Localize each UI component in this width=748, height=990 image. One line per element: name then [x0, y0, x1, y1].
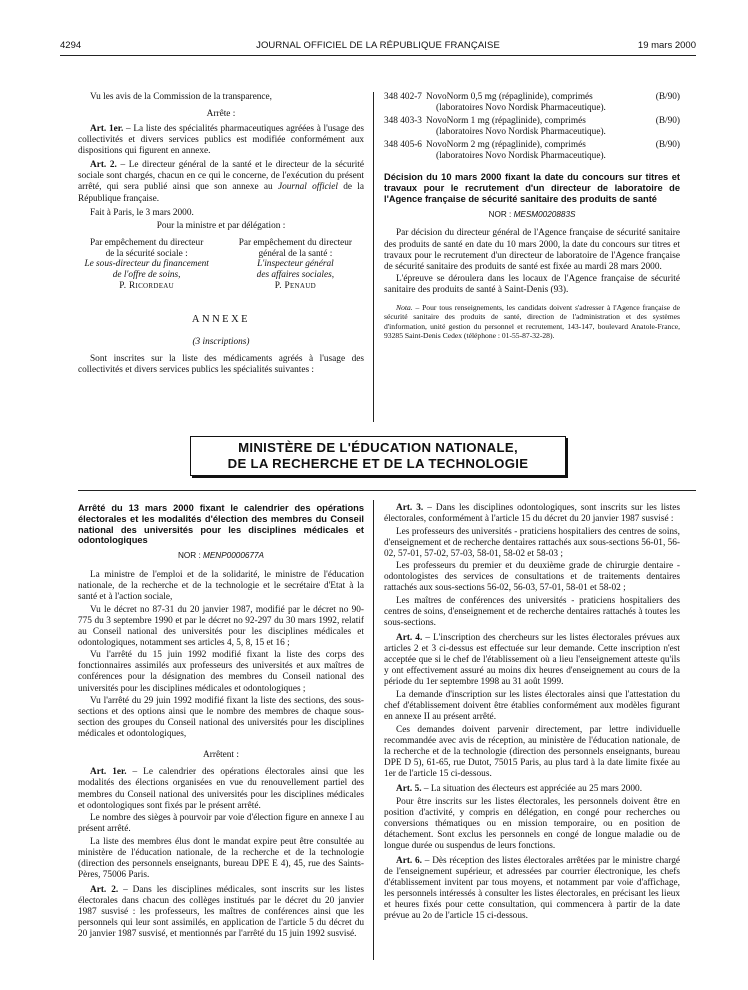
- arrete-art1-p3: La liste des membres élus dont le mandat expire peut être consultée au ministère de l'éducation nationale, de la recherche et de la technologie (direction des personnels enseignants, bureau DPE E 4), 45, rue des Saints-Pères, 75006 Paris.: [78, 836, 364, 880]
- arrete-article-1: [78, 767, 364, 811]
- arrete-article-4: [384, 633, 680, 688]
- decision-p2: L'épreuve se déroulera dans les locaux de l'Agence française de sécurité sanitaire des produits de santé à Saint-Denis (93).: [384, 274, 680, 296]
- decision-nor: [384, 210, 680, 220]
- arrete-art3-p2: Les professeurs des universités - praticiens hospitaliers des centres de soins, d'enseignement et de recherche dentaires rattachés aux sous-sections 56-01, 56-02, 57-01, 57-02, 57-03, 58-01, 58-02 et 58-03 ;: [384, 526, 680, 559]
- drug-line: [426, 140, 680, 151]
- header-rule: [60, 55, 696, 56]
- art1-text: – La liste des spécialités pharmaceutiques agréées à l'usage des collectivités et divers services publics est modifiée conformément aux dispositions qui figurent en annexe.: [78, 124, 364, 157]
- art6-label: Art. 6.: [396, 855, 423, 866]
- arretent-heading: Arrêtent :: [203, 750, 239, 761]
- sig-left-title: de l'offre de soins,: [112, 270, 181, 281]
- drug-row: [384, 92, 680, 114]
- nor-code: MESM0020883S: [513, 209, 576, 219]
- art4-text: – L'inscription des chercheurs sur les listes électorales prévues aux articles 2 et 3 ci-dessus est effectuée sur leur demande. Cette inscription n'est acceptée que si le chef de l'établissement où a lieu l'enseignement atteste qu'ils y ont effectivement assuré au moins dix heures d'enseignement au cours de la période du 1er septembre 1998 au 31 août 1999.: [384, 633, 680, 688]
- banner-line-1: MINISTÈRE DE L'ÉDUCATION NATIONALE,: [238, 440, 518, 455]
- arrete-article-2: [78, 885, 364, 940]
- arrete-p1: La ministre de l'emploi et de la solidarité, le ministre de l'éducation nationale, de la recherche et de la technologie et le secrétaire d'Etat à la santé et à l'action sociale,: [78, 569, 364, 602]
- sig-right-title: des affaires sociales,: [256, 270, 335, 281]
- section-rule: [78, 490, 696, 491]
- drug-ref: (B/90): [655, 140, 680, 151]
- ministry-banner: [190, 436, 566, 476]
- fait-a-paris: Fait à Paris, le 3 mars 2000.: [90, 207, 194, 218]
- decision-note: [384, 303, 680, 339]
- note-text: – Pour tous renseignements, les candidats doivent s'adresser à l'Agence française de sécurité sanitaire des produits de santé, direction de l'administration et des systèmes d'information, unité gestion du personnel et recrutement, 143-147, boulevard Anatole-France, 93285 Saint-Denis Cedex (téléphone : 01-55-87-32-28).: [384, 303, 680, 340]
- sig-right-line: général de la santé :: [258, 248, 333, 259]
- art2-label: Art. 2.: [90, 885, 119, 895]
- drug-row: [384, 140, 680, 162]
- drug-lab: (laboratoires Novo Nordisk Pharmaceutique).: [436, 127, 606, 138]
- art4-label: Art. 4.: [396, 633, 423, 644]
- drug-row: [384, 116, 680, 138]
- top-right-column: [384, 92, 680, 341]
- art2-text-jo: Journal officiel: [277, 182, 338, 193]
- arrete-p4: Vu l'arrêté du 29 juin 1992 modifié fixant la liste des sections, des sous-sections et des options ainsi que le nombre des membres de chaque sous-section des groupes du Conseil national des universités pour les disciplines médicales et odontologiques,: [78, 696, 364, 740]
- drug-ref: (B/90): [655, 92, 680, 102]
- drug-list: [384, 92, 680, 162]
- arrete-title: Arrêté du 13 mars 2000 fixant le calendrier des opérations électorales et les modalités d'élection des membres du Conseil national des universités pour les disciplines médicales et odontologiques: [78, 503, 364, 546]
- sig-left-name: P. Ricordeau: [119, 281, 175, 292]
- column-divider-bottom: [373, 500, 374, 960]
- drug-text: [426, 116, 680, 138]
- arrete-article-6: [384, 856, 680, 922]
- column-divider-top: [373, 92, 374, 422]
- art1-label: Art. 1er.: [90, 124, 124, 135]
- annexe-text: Sont inscrites sur la liste des médicaments agréés à l'usage des collectivités et divers services publics les spécialités suivantes :: [78, 353, 364, 375]
- decision-p1: Par décision du directeur général de l'Agence française de sécurité sanitaire des produits de santé en date du 10 mars 2000, la date du concours sur titres et travaux pour le recrutement d'un directeur de laboratoire de l'Agence française de sécurité sanitaire des produits de santé est fixée au mardi 28 mars 2000.: [384, 228, 680, 272]
- signature-left: [78, 238, 215, 292]
- bottom-right-column: [384, 503, 680, 924]
- drug-name: NovoNorm 2 mg (répaglinide), comprimés: [426, 140, 586, 151]
- arrete-art3-p4: Les maîtres de conférences des universités - praticiens hospitaliers des centres de soins, d'enseignement et de recherche dentaires rattachés à toutes les sous-sections.: [384, 596, 680, 629]
- art5-label: Art. 5.: [396, 784, 422, 794]
- art1-text: – Le calendrier des opérations électorales ainsi que les modalités des élections organisées en vue du renouvellement partiel des membres du Conseil national des universités pour les disciplines médicales et odontologiques sont fixés par le présent arrêté.: [78, 767, 364, 811]
- decision-title: Décision du 10 mars 2000 fixant la date du concours sur titres et travaux pour le recrutement d'un directeur de laboratoire de l'Agence française de sécurité sanitaire des produits de santé: [384, 172, 680, 204]
- drug-code: 348 403-3: [384, 116, 422, 127]
- drug-code: 348 402-7: [384, 92, 422, 102]
- arrete-p2: Vu le décret no 87-31 du 20 janvier 1987, modifié par le décret no 90-775 du 3 septembre 1990 et par le décret no 92-297 du 30 mars 1992, relatif au Conseil national des universités pour les disciplines médicales et odontologiques, notamment ses articles 4, 5, 8, 15 et 16 ;: [78, 604, 364, 648]
- art2-text-a: – Le directeur général de la santé et le directeur de la sécurité sociale sont chargés, chacun en ce qui le concerne, de l'exécution du présent arrêté, qui sera publié ainsi que son annexe au: [78, 160, 364, 193]
- sig-right-title: L'inspecteur général: [257, 259, 334, 270]
- pour-la-ministre: Pour la ministre et par délégation :: [156, 220, 286, 231]
- drug-name: NovoNorm 0,5 mg (répaglinide), comprimés: [426, 92, 593, 102]
- sig-left-line: Par empêchement du directeur: [89, 237, 204, 248]
- sig-right-name: P. Penaud: [274, 281, 316, 292]
- sig-right-line: Par empêchement du directeur: [238, 237, 353, 248]
- arrete-art4-p3: Ces demandes doivent parvenir directement, par lettre individuelle recommandée avec avis de réception, au ministère de l'éducation nationale, de la recherche et de la technologie (direction des personnels enseignants, bureau DPE D 5), 61-65, rue Dutot, 75015 Paris, au plus tard à la date limite fixée au 1er de l'article 15 ci-dessous.: [384, 724, 680, 779]
- art3-text: – Dans les disciplines odontologiques, sont inscrits sur les listes électorales, conformément à l'article 15 du décret du 20 janvier 1987 susvisé :: [384, 503, 680, 525]
- nor-label: NOR :: [177, 551, 204, 561]
- drug-lab: (laboratoires Novo Nordisk Pharmaceutique).: [436, 103, 606, 114]
- arrete-article-5: [384, 784, 680, 795]
- drug-code: 348 405-6: [384, 140, 422, 151]
- signature-right: [227, 238, 364, 292]
- annexe-heading: ANNEXE: [191, 314, 251, 326]
- drug-line: [426, 92, 680, 103]
- publication-date: 19 mars 2000: [637, 40, 696, 51]
- arrete-article-3: [384, 503, 680, 525]
- page-header: [60, 40, 696, 56]
- art2-label: Art. 2.: [90, 160, 117, 171]
- drug-lab: (laboratoires Novo Nordisk Pharmaceutique).: [436, 151, 606, 162]
- vu-avis: Vu les avis de la Commission de la transparence,: [90, 92, 272, 102]
- arrete-p3: Vu l'arrêté du 15 juin 1992 modifié fixant la liste des corps des fonctionnaires assimilés aux professeurs des universités et aux maîtres de conférences pour la désignation des membres du Conseil national des universités pour les disciplines médicales et odontologiques ;: [78, 650, 364, 694]
- art6-text: – Dès réception des listes électorales arrêtées par le ministre chargé de l'enseignement supérieur, et adressées par courrier électronique, les chefs d'établissement invitent par tous moyens, et notamment par voie d'affichage, les personnels intéressés à consulter les listes électorales, en précisant les lieux et heures fixés pour cette consultation, qui commencera à partir de la date prévue au 2o de l'article 15 ci-dessous.: [384, 855, 681, 922]
- arrete-art3-p3: Les professeurs du premier et du deuxième grade de chirurgie dentaire - odontologistes des services de consultations et de traitements dentaires rattachés aux sous-sections 56-02, 56-03, 57-01, 58-01 et 58-02 ;: [384, 561, 680, 594]
- art5-text: – La situation des électeurs est appréciée au 25 mars 2000.: [421, 784, 643, 794]
- arrete-art4-p2: La demande d'inscription sur les listes électorales ainsi que l'attestation du chef d'établissement doivent être établies conformément aux modèles figurant en annexe II au présent arrêté.: [384, 690, 680, 723]
- sig-left-line: de la sécurité sociale :: [105, 248, 188, 259]
- art2-text: – Dans les disciplines médicales, sont inscrits sur les listes électorales dans chacun des collèges institués par le décret du 20 janvier 1987 susvisé : les professeurs, les maîtres de conférences ainsi que les personnels qui leur sont assimilés, en application de l'article 5 du décret du 20 janvier 1987 susvisé, et mentionnés par l'arrêté du 15 juin 1992 susvisé.: [78, 885, 364, 940]
- signatures: [78, 238, 364, 292]
- arrete-art5-p2: Pour être inscrits sur les listes électorales, les personnels doivent être en position d'activité, y compris en délégation, en congé pour recherches ou conversions thématiques ou en mission temporaire, ou en position de détachement. Sont exclus les personnels en congé de longue maladie ou de longue durée ou suspendus de leurs fonctions.: [384, 796, 680, 851]
- drug-line: [426, 116, 680, 127]
- sig-left-title: Le sous-directeur du financement: [84, 259, 209, 270]
- art1-label: Art. 1er.: [90, 767, 127, 778]
- art3-label: Art. 3.: [396, 503, 424, 513]
- art2-text-b: de la République française.: [78, 182, 365, 204]
- drug-ref: (B/90): [655, 116, 680, 127]
- bottom-left-column: [78, 503, 364, 942]
- page-number: 4294: [60, 40, 82, 51]
- article-1: [78, 124, 364, 157]
- nor-code: MENP0000677A: [203, 551, 265, 561]
- article-2: [78, 160, 364, 204]
- inscriptions-count: (3 inscriptions): [192, 336, 250, 347]
- drug-text: [426, 140, 680, 162]
- journal-title: JOURNAL OFFICIEL DE LA RÉPUBLIQUE FRANÇAISE: [256, 40, 500, 51]
- note-label: Nota.: [396, 303, 413, 313]
- banner-line-2: DE LA RECHERCHE ET DE LA TECHNOLOGIE: [227, 456, 529, 472]
- arrete-heading: Arrête :: [206, 109, 236, 120]
- nor-label: NOR :: [488, 209, 514, 219]
- arrete-nor: [78, 551, 364, 561]
- top-left-column: [78, 92, 364, 377]
- drug-name: NovoNorm 1 mg (répaglinide), comprimés: [426, 116, 586, 127]
- arrete-art1-p2: Le nombre des sièges à pourvoir par voie d'élection figure en annexe I au présent arrêté.: [78, 813, 364, 835]
- drug-text: [426, 92, 680, 114]
